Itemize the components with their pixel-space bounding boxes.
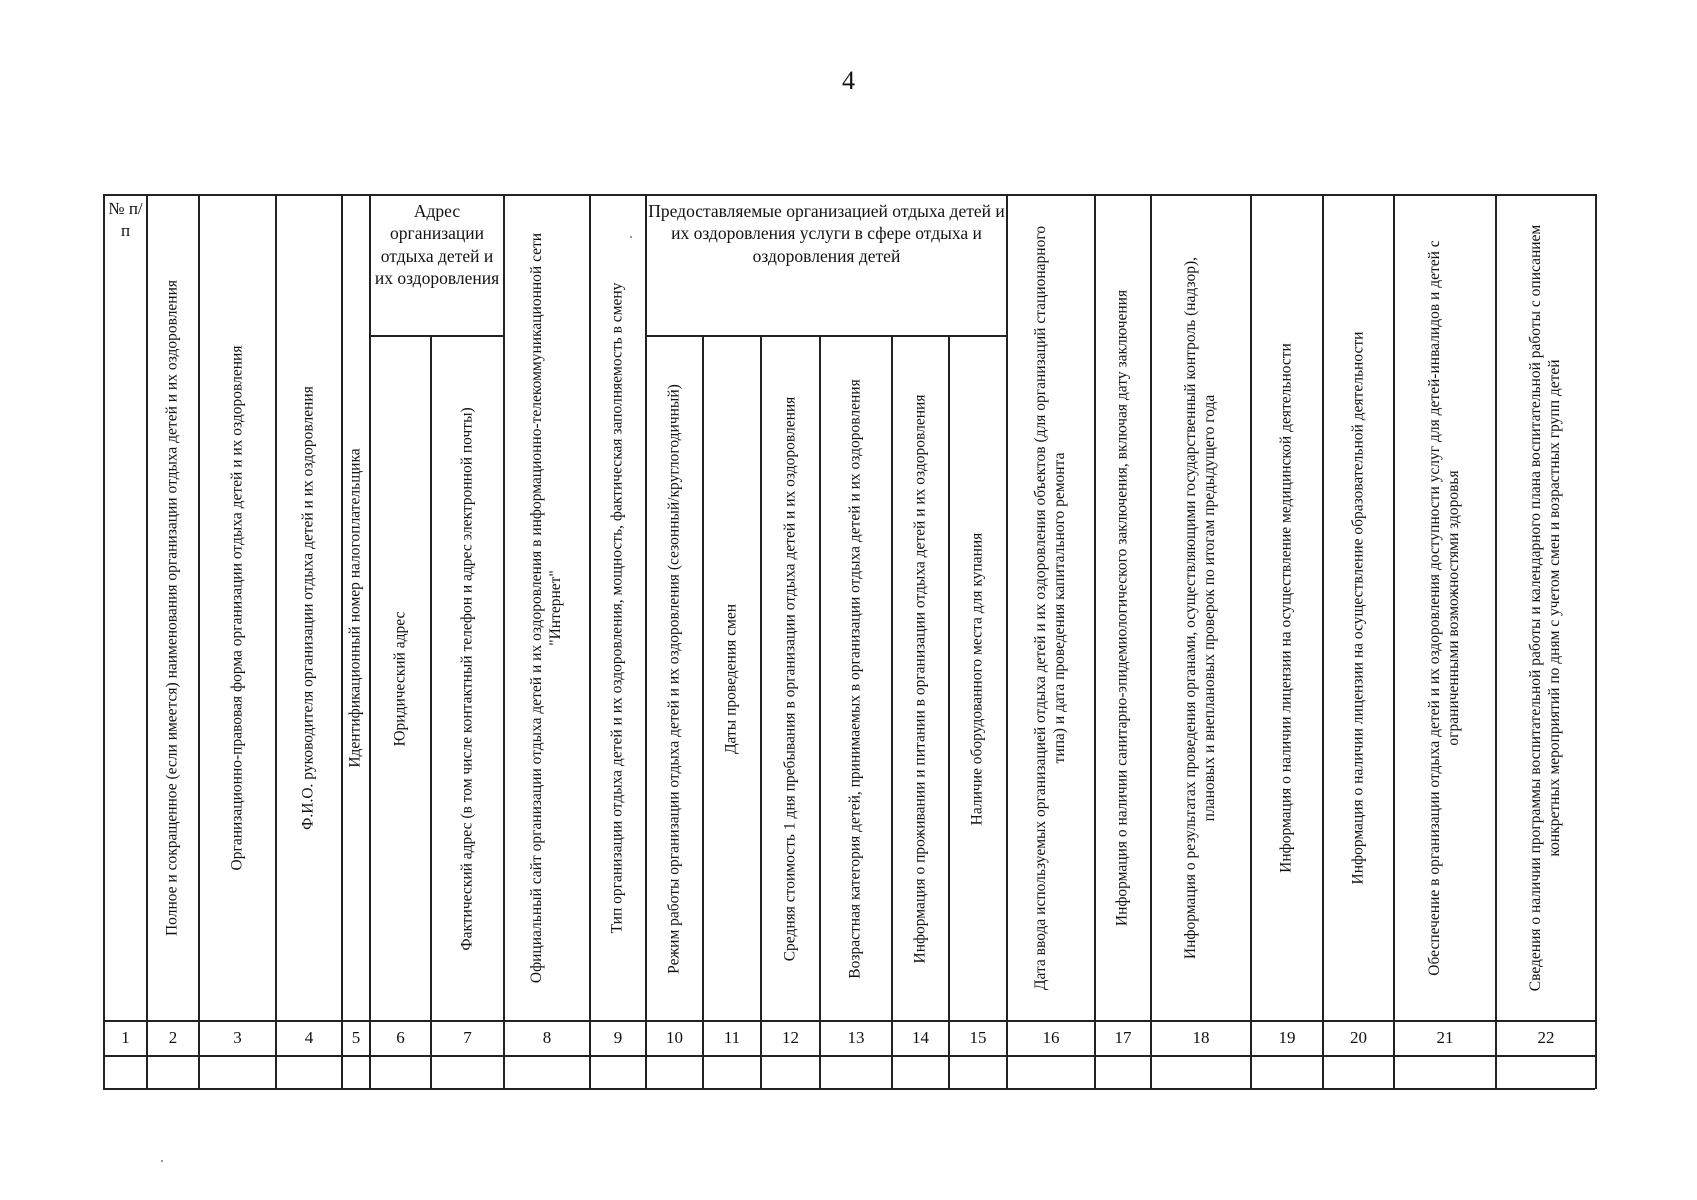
empty-data-row [105, 1057, 1595, 1088]
header-organization-type: Тип организации отдыха детей и их оздоровления, мощность, фактическая заполняемость в смену [608, 282, 626, 934]
column-number: 14 [912, 1028, 929, 1047]
column-number: 6 [396, 1028, 405, 1047]
header-average-cost: Средняя стоимость 1 дня пребывания в организации отдыха детей и их оздоровления [781, 396, 799, 961]
header-official-website: Официальный сайт организации отдыха детей и их оздоровления в информационно-телекоммуникационной сети "Интернет" [528, 232, 564, 984]
column-number: 2 [168, 1028, 178, 1047]
header-work-mode: Режим работы организации отдыха детей и их оздоровления (сезонный/круглогодичный) [665, 383, 683, 974]
header-full-name: Полное и сокращенное (если имеется) наименования организации отдыха детей и их оздоровления [163, 279, 181, 937]
column-number: 21 [1436, 1028, 1454, 1047]
header-address-group: Адрес организации отдыха детей и их оздоровления [374, 201, 500, 289]
header-legal-address: Юридический адрес [391, 611, 409, 746]
scan-speck [161, 1160, 163, 1162]
column-number: 13 [847, 1028, 865, 1047]
column-number: 1 [121, 1028, 130, 1047]
page-number: 4 [842, 66, 855, 95]
header-age-category: Возрастная категория детей, принимаемых в организации отдыха детей и их оздоровления [846, 378, 864, 979]
header-legal-form: Организационно-правовая форма организации отдыха детей и их оздоровления [228, 345, 246, 871]
header-director-name: Ф.И.О. руководителя организации отдыха детей и их оздоровления [299, 386, 317, 830]
header-bathing-place: Наличие оборудованного места для купания [968, 532, 986, 825]
scan-speck [630, 236, 632, 238]
column-number: 3 [233, 1028, 242, 1047]
column-number: 11 [723, 1028, 741, 1047]
column-number: 18 [1192, 1028, 1210, 1047]
column-number: 15 [969, 1028, 987, 1047]
header-inn: Идентификационный номер налогоплательщика [346, 448, 364, 768]
column-number: 12 [782, 1028, 799, 1047]
header-number: № п/п [108, 199, 143, 240]
column-number: 19 [1278, 1028, 1296, 1047]
header-educational-license: Информация о наличии лицензии на осуществление образовательной деятельности [1349, 331, 1367, 885]
column-number: 7 [463, 1028, 472, 1047]
column-number: 8 [542, 1028, 552, 1047]
column-number: 22 [1537, 1028, 1555, 1047]
header-accommodation-meals: Информация о проживании и питании в организации отдыха детей и их оздоровления [911, 394, 929, 963]
header-shift-dates: Даты проведения смен [722, 603, 740, 754]
column-number: 16 [1042, 1028, 1060, 1047]
column-number: 4 [304, 1028, 314, 1047]
column-number: 17 [1114, 1028, 1132, 1047]
header-commissioning-date: Дата ввода используемых организацией отдыха детей и их оздоровления объектов (для организаций стационарного типа) и дата проведения капитального ремонта [1032, 225, 1068, 991]
header-services-group: Предоставляемые организацией отдыха детей и их оздоровления услуги в сфере отдыха и оздоровления детей [648, 201, 1005, 266]
column-number: 10 [666, 1028, 683, 1047]
header-medical-license: Информация о наличии лицензии на осуществление медицинской деятельности [1277, 343, 1295, 873]
header-educational-program: Сведения о наличии программы воспитательной работы и календарного плана воспитательной работы с описанием конкретных мероприятий по дням с учетом смен и возрастных групп детей [1527, 224, 1563, 992]
header-accessibility: Обеспечение в организации отдыха детей и их оздоровления доступности услуг для детей-инвалидов и детей с ограниченными возможностями здоровья [1426, 240, 1462, 976]
header-sanitary-conclusion: Информация о наличии санитарно-эпидемиологического заключения, включая дату заключения [1113, 289, 1131, 927]
column-number: 9 [613, 1028, 623, 1047]
header-inspection-results: Информация о результатах проведения органами, осуществляющими государственный контроль (надзор), плановых и внеплановых проверок по итогам предыдущего года [1182, 256, 1218, 960]
column-number: 20 [1350, 1028, 1367, 1047]
column-number: 5 [351, 1028, 361, 1047]
header-actual-address: Фактический адрес (в том числе контактный телефон и адрес электронной почты) [458, 406, 476, 951]
